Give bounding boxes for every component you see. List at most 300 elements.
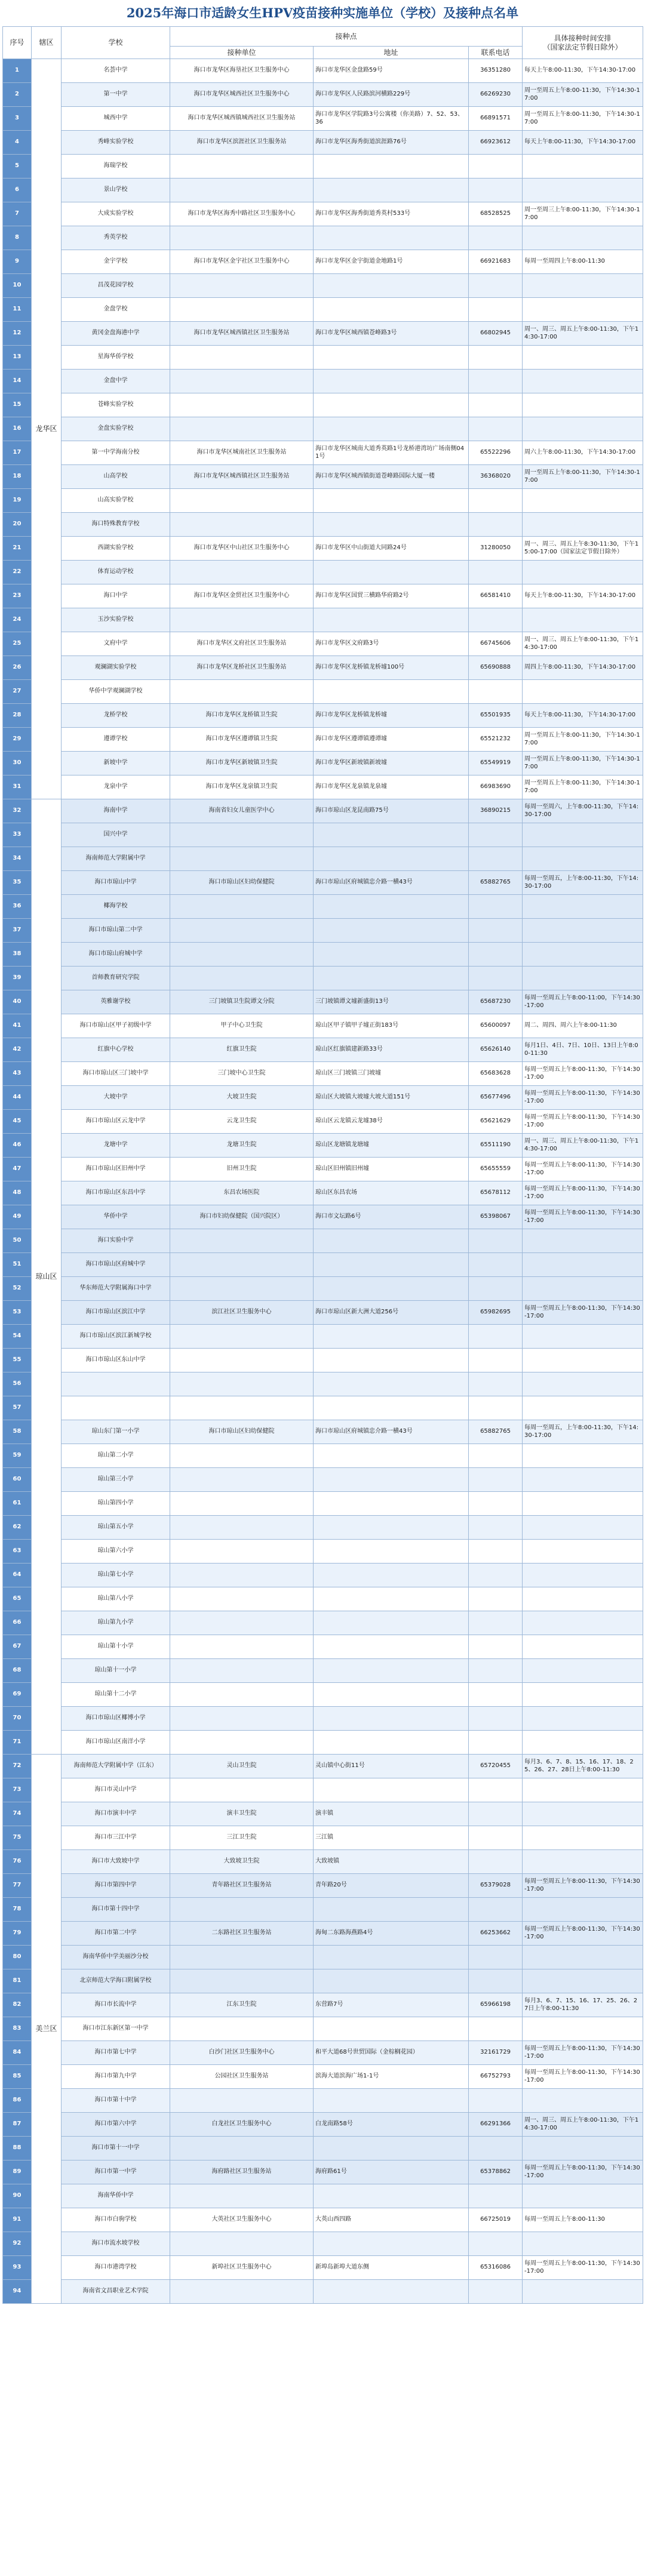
school-name: 山高实验学校 (62, 489, 170, 513)
site-name (170, 561, 314, 584)
site-name (170, 2017, 314, 2041)
site-name: 甲子中心卫生院 (170, 1014, 314, 1038)
site-time (523, 274, 643, 298)
school-name: 海口市演丰中学 (62, 1802, 170, 1826)
site-time (523, 1946, 643, 1969)
site-phone (469, 561, 523, 584)
header-time-line2: （国家法定节假日除外） (543, 42, 622, 51)
row-number: 26 (3, 656, 32, 680)
site-phone (469, 1253, 523, 1277)
school-name: 昌茂花园学校 (62, 274, 170, 298)
site-time: 每天上午8:00-11:30，下午14:30-17:00 (523, 584, 643, 608)
school-name: 海口市第六中学 (62, 2113, 170, 2137)
table-row (3, 895, 643, 919)
row-number: 70 (3, 1707, 32, 1731)
site-time: 每周一至周五上午8:00-11:30，下午14:30-17:00 (523, 2065, 643, 2089)
site-time (523, 1253, 643, 1277)
school-name: 星海华侨学校 (62, 346, 170, 370)
site-address: 琼山区甲子镇甲子墟正街183号 (314, 1014, 469, 1038)
site-address: 大致坡镇 (314, 1850, 469, 1874)
school-name: 海口市第一中学 (62, 2160, 170, 2184)
site-address (314, 1253, 469, 1277)
row-number: 65 (3, 1587, 32, 1611)
site-time (523, 226, 643, 250)
school-name: 金盘中学 (62, 370, 170, 393)
table-row (3, 2184, 643, 2208)
row-number: 81 (3, 1969, 32, 1993)
row-number: 67 (3, 1635, 32, 1659)
site-address: 三江镇 (314, 1826, 469, 1850)
site-phone: 65521232 (469, 728, 523, 752)
table-row (3, 1277, 643, 1301)
site-name: 海口市妇幼保健院（国兴院区） (170, 1205, 314, 1229)
site-address (314, 1635, 469, 1659)
school-name: 海口市第二中学 (62, 1922, 170, 1946)
row-number: 2 (3, 83, 32, 107)
site-address: 海口市龙华区龙桥镇龙桥墟 (314, 704, 469, 728)
site-time (523, 1898, 643, 1922)
site-phone (469, 1349, 523, 1372)
site-time (523, 1826, 643, 1850)
row-number: 55 (3, 1349, 32, 1372)
header-school: 学校 (62, 27, 170, 59)
table-row (3, 59, 643, 83)
site-time (523, 1492, 643, 1516)
table-row (3, 1038, 643, 1062)
row-number: 34 (3, 847, 32, 871)
row-number: 61 (3, 1492, 32, 1516)
table-row (3, 393, 643, 417)
site-name (170, 1540, 314, 1564)
row-number: 13 (3, 346, 32, 370)
site-phone: 66725019 (469, 2208, 523, 2232)
site-time: 周六上午8:00-11:30，下午14:30-17:00 (523, 441, 643, 465)
site-address (314, 1277, 469, 1301)
school-name: 苍峰实验学校 (62, 393, 170, 417)
site-address (314, 1587, 469, 1611)
site-phone (469, 1516, 523, 1540)
site-phone (469, 298, 523, 322)
site-time: 每周一至周五上午8:00-11:00，下午14:30-17:00 (523, 990, 643, 1014)
table-row (3, 1898, 643, 1922)
site-phone (469, 1707, 523, 1731)
school-name: 海口实验中学 (62, 1229, 170, 1253)
table-row (3, 1826, 643, 1850)
school-name: 琼山第十一小学 (62, 1659, 170, 1683)
site-time (523, 1731, 643, 1755)
site-address: 琼山区云龙镇云龙墟38号 (314, 1110, 469, 1134)
site-address (314, 1444, 469, 1468)
row-number: 59 (3, 1444, 32, 1468)
site-time: 周一至周五上午8:00-11:30，下午14:30-17:00 (523, 728, 643, 752)
site-name (170, 1325, 314, 1349)
school-name: 海口市长流中学 (62, 1993, 170, 2017)
site-address: 海口市龙华区遵谭镇遵谭墟 (314, 728, 469, 752)
site-phone (469, 919, 523, 943)
site-time (523, 1444, 643, 1468)
site-address: 新埠岛新埠大道东侧 (314, 2256, 469, 2280)
site-address (314, 561, 469, 584)
site-name (170, 226, 314, 250)
site-phone (469, 274, 523, 298)
row-number: 46 (3, 1134, 32, 1158)
site-time (523, 370, 643, 393)
school-name: 国兴中学 (62, 823, 170, 847)
site-phone (469, 1778, 523, 1802)
row-number: 91 (3, 2208, 32, 2232)
site-phone (469, 1802, 523, 1826)
site-address (314, 1229, 469, 1253)
site-time: 每周一至周五上午8:00-11:30，下午14:30-17:00 (523, 1086, 643, 1110)
school-name: 海口市琼山区甲子初级中学 (62, 1014, 170, 1038)
site-phone (469, 2280, 523, 2304)
school-name: 英雅谢学校 (62, 990, 170, 1014)
site-name (170, 608, 314, 632)
site-address (314, 1540, 469, 1564)
site-address: 海口市龙华区海秀街道秀英村533号 (314, 202, 469, 226)
table-row (3, 1993, 643, 2017)
site-name: 海口市龙华区金贸社区卫生服务中心 (170, 584, 314, 608)
row-number: 42 (3, 1038, 32, 1062)
site-name (170, 346, 314, 370)
row-number: 85 (3, 2065, 32, 2089)
site-address: 海甸二东路海燕路4号 (314, 1922, 469, 1946)
row-number: 89 (3, 2160, 32, 2184)
site-name: 海口市龙华区新坡镇卫生院 (170, 752, 314, 775)
site-phone (469, 346, 523, 370)
site-time (523, 895, 643, 919)
site-time: 每周一至周五上午8:00-11:30，下午14:30-17:00 (523, 1205, 643, 1229)
site-address: 海口市龙华区城西镇苍峰路3号 (314, 322, 469, 346)
table-row (3, 871, 643, 895)
site-address (314, 823, 469, 847)
site-address (314, 1707, 469, 1731)
school-name: 金盘实验学校 (62, 417, 170, 441)
site-phone (469, 1468, 523, 1492)
site-name: 海口市龙华区中山社区卫生服务中心 (170, 537, 314, 561)
table-row (3, 632, 643, 656)
school-name: 海瑞学校 (62, 155, 170, 178)
site-phone: 65882765 (469, 1420, 523, 1444)
site-time: 每周一至周五上午8:00-11:30 (523, 2208, 643, 2232)
site-time (523, 1540, 643, 1564)
school-name: 海口市港湾学校 (62, 2256, 170, 2280)
school-name: 海口市第十四中学 (62, 1898, 170, 1922)
site-phone (469, 895, 523, 919)
school-name: 首师教育研究学院 (62, 967, 170, 990)
site-phone: 68528525 (469, 202, 523, 226)
site-address (314, 417, 469, 441)
page-title: 2025年海口市适龄女生HPV疫苗接种实施单位（学校）及接种点名单 (126, 5, 519, 20)
row-number: 33 (3, 823, 32, 847)
row-number: 50 (3, 1229, 32, 1253)
site-name (170, 298, 314, 322)
header-no: 序号 (3, 27, 32, 59)
site-phone (469, 2232, 523, 2256)
school-name: 龙桥学校 (62, 704, 170, 728)
school-name: 海口市琼山区东昌中学 (62, 1181, 170, 1205)
school-name: 海口市琼山区南洋小学 (62, 1731, 170, 1755)
site-address (314, 1946, 469, 1969)
site-address: 海口市龙华区海秀街道滨涯路76号 (314, 131, 469, 155)
row-number: 6 (3, 178, 32, 202)
school-name: 海口市三江中学 (62, 1826, 170, 1850)
table-row (3, 298, 643, 322)
school-name: 海口市流水坡学校 (62, 2232, 170, 2256)
site-time: 每周一至周五上午8:00-11:30，下午14:30-17:00 (523, 1110, 643, 1134)
site-name (170, 1372, 314, 1396)
site-time: 每周一至周五上午8:00-11:30，下午14:30-17:00 (523, 1874, 643, 1898)
site-phone (469, 1492, 523, 1516)
row-number: 93 (3, 2256, 32, 2280)
site-time (523, 919, 643, 943)
table-row (3, 370, 643, 393)
site-time: 周一、周三、周五上午8:00-11:30，下午14:30-17:00 (523, 322, 643, 346)
row-number: 25 (3, 632, 32, 656)
row-number: 38 (3, 943, 32, 967)
table-row (3, 131, 643, 155)
site-phone: 36351280 (469, 59, 523, 83)
table-row (3, 107, 643, 131)
site-name: 红旗卫生院 (170, 1038, 314, 1062)
site-time (523, 1468, 643, 1492)
table-row (3, 1587, 643, 1611)
site-time: 每周一至周四上午8:00-11:30 (523, 250, 643, 274)
table-row (3, 2017, 643, 2041)
table-row (3, 1850, 643, 1874)
row-number: 10 (3, 274, 32, 298)
site-address: 青年路20号 (314, 1874, 469, 1898)
school-name: 观澜湖实验学校 (62, 656, 170, 680)
row-number: 4 (3, 131, 32, 155)
site-time (523, 346, 643, 370)
site-name: 海口市龙华区海秀中路社区卫生服务中心 (170, 202, 314, 226)
site-address: 海口市龙华区城南大道秀英路1号龙桥港湾坊广场南侧041号 (314, 441, 469, 465)
school-name: 秀峰实验学校 (62, 131, 170, 155)
site-time: 每周一至周五上午8:00-11:30，下午14:30-17:00 (523, 1062, 643, 1086)
site-address (314, 1969, 469, 1993)
site-phone: 66291366 (469, 2113, 523, 2137)
site-address: 海口市龙华区新坡镇新坡墟 (314, 752, 469, 775)
site-time (523, 1587, 643, 1611)
site-phone (469, 1587, 523, 1611)
site-address: 琼山区旧州镇旧州墟 (314, 1158, 469, 1181)
row-number: 73 (3, 1778, 32, 1802)
table-row (3, 322, 643, 346)
row-number: 74 (3, 1802, 32, 1826)
site-time: 周一至周五上午8:00-11:30，下午14:30-17:00 (523, 107, 643, 131)
site-time: 周一至周五上午8:00-11:30，下午14:30-17:00 (523, 775, 643, 799)
row-number: 94 (3, 2280, 32, 2304)
site-phone: 66253662 (469, 1922, 523, 1946)
site-time: 周一至周五上午8:00-11:30，下午14:30-17:00 (523, 465, 643, 489)
school-name: 海南省文昌职业艺术学院 (62, 2280, 170, 2304)
site-address (314, 1659, 469, 1683)
site-address: 海府路61号 (314, 2160, 469, 2184)
row-number: 63 (3, 1540, 32, 1564)
site-time: 每天上午8:00-11:30，下午14:30-17:00 (523, 704, 643, 728)
table-row (3, 513, 643, 537)
site-name: 海口市龙华区文府社区卫生服务站 (170, 632, 314, 656)
school-name: 景山学校 (62, 178, 170, 202)
site-phone: 65511190 (469, 1134, 523, 1158)
site-address: 东营路7号 (314, 1993, 469, 2017)
site-name (170, 1349, 314, 1372)
row-number: 27 (3, 680, 32, 704)
site-name: 灵山卫生院 (170, 1755, 314, 1778)
row-number: 5 (3, 155, 32, 178)
site-address (314, 2137, 469, 2160)
school-name: 琼山第五小学 (62, 1516, 170, 1540)
site-name: 海口市龙华区龙泉镇卫生院 (170, 775, 314, 799)
site-name (170, 393, 314, 417)
site-time (523, 393, 643, 417)
table-row (3, 728, 643, 752)
header-time (523, 27, 643, 59)
site-phone: 65690888 (469, 656, 523, 680)
school-name: 海口市琼山中学 (62, 871, 170, 895)
table-row (3, 2089, 643, 2113)
site-name (170, 2280, 314, 2304)
site-phone (469, 2184, 523, 2208)
site-address (314, 895, 469, 919)
site-time: 周二、周四、周六上午8:00-11:30 (523, 1014, 643, 1038)
table-row (3, 990, 643, 1014)
table-row (3, 1468, 643, 1492)
site-phone: 65549919 (469, 752, 523, 775)
site-phone: 66269230 (469, 83, 523, 107)
site-name: 白龙社区卫生服务中心 (170, 2113, 314, 2137)
site-name (170, 1898, 314, 1922)
row-number: 72 (3, 1755, 32, 1778)
site-name: 海口市龙华区遵谭镇卫生院 (170, 728, 314, 752)
school-name: 华侨中学观澜湖学校 (62, 680, 170, 704)
site-name: 海府路社区卫生服务站 (170, 2160, 314, 2184)
table-row (3, 775, 643, 799)
site-address: 海口市龙华区人民路滨河横路229号 (314, 83, 469, 107)
site-address: 琼山区红旗镇建新路33号 (314, 1038, 469, 1062)
school-name: 海口市琼山区三门坡中学 (62, 1062, 170, 1086)
site-address: 海口市琼山区府城镇忠介路一横43号 (314, 1420, 469, 1444)
site-phone (469, 417, 523, 441)
site-name (170, 1468, 314, 1492)
table-row (3, 1707, 643, 1731)
site-time (523, 1683, 643, 1707)
site-phone (469, 1683, 523, 1707)
school-name: 金宇学校 (62, 250, 170, 274)
site-phone (469, 967, 523, 990)
table-row (3, 2113, 643, 2137)
site-name: 海口市龙华区城西镇城西社区卫生服务站 (170, 107, 314, 131)
row-number: 32 (3, 799, 32, 823)
table-row (3, 2208, 643, 2232)
school-name: 第一中学海南分校 (62, 441, 170, 465)
site-name: 滨江社区卫生服务中心 (170, 1301, 314, 1325)
site-phone (469, 226, 523, 250)
site-name (170, 2137, 314, 2160)
site-time (523, 298, 643, 322)
site-address: 海口市文坛路6号 (314, 1205, 469, 1229)
site-time: 周一、周三、周五上午8:00-11:30，下午14:30-17:00 (523, 1134, 643, 1158)
site-time (523, 1229, 643, 1253)
site-time (523, 2137, 643, 2160)
site-name: 海口市龙华区城西镇社区卫生服务站 (170, 465, 314, 489)
site-phone (469, 680, 523, 704)
site-name: 演丰卫生院 (170, 1802, 314, 1826)
row-number: 60 (3, 1468, 32, 1492)
school-name: 琼山第十小学 (62, 1635, 170, 1659)
site-time: 每周一至周五上午8:00-11:30，下午14:30-17:00 (523, 2160, 643, 2184)
row-number: 31 (3, 775, 32, 799)
table-row (3, 2041, 643, 2065)
site-time (523, 943, 643, 967)
site-address: 琼山区东昌农场 (314, 1181, 469, 1205)
site-address: 滨海大道滨海广场1-1号 (314, 2065, 469, 2089)
table-row (3, 537, 643, 561)
site-phone (469, 1444, 523, 1468)
row-number: 40 (3, 990, 32, 1014)
header-site: 接种单位 (170, 47, 314, 59)
row-number: 29 (3, 728, 32, 752)
site-address (314, 943, 469, 967)
row-number: 48 (3, 1181, 32, 1205)
site-name (170, 1969, 314, 1993)
row-number: 76 (3, 1850, 32, 1874)
table-row (3, 1659, 643, 1683)
school-name: 海口市琼山区滨江新城学校 (62, 1325, 170, 1349)
site-phone: 65316086 (469, 2256, 523, 2280)
row-number: 3 (3, 107, 32, 131)
site-phone: 66921683 (469, 250, 523, 274)
site-address: 琼山区大坡镇大坡墟大坡大道151号 (314, 1086, 469, 1110)
table-row (3, 1946, 643, 1969)
table-row (3, 1014, 643, 1038)
site-address: 海口市龙华区中山街道大同路24号 (314, 537, 469, 561)
site-time (523, 561, 643, 584)
table-row (3, 2280, 643, 2304)
site-name: 海口市龙华区城南社区卫生服务站 (170, 441, 314, 465)
table-row (3, 1874, 643, 1898)
site-phone: 65600097 (469, 1014, 523, 1038)
site-time (523, 2017, 643, 2041)
site-address (314, 1396, 469, 1420)
school-name: 大坡中学 (62, 1086, 170, 1110)
school-name: 体育运动学校 (62, 561, 170, 584)
site-name (170, 178, 314, 202)
row-number: 87 (3, 2113, 32, 2137)
row-number: 82 (3, 1993, 32, 2017)
site-phone (469, 1659, 523, 1683)
site-name: 海口市琼山区妇幼保健院 (170, 1420, 314, 1444)
site-name (170, 919, 314, 943)
site-address (314, 226, 469, 250)
table-row (3, 1229, 643, 1253)
row-number: 30 (3, 752, 32, 775)
school-name: 海口市第九中学 (62, 2065, 170, 2089)
site-name (170, 943, 314, 967)
table-row (3, 704, 643, 728)
row-number: 20 (3, 513, 32, 537)
site-phone: 66581410 (469, 584, 523, 608)
site-address: 海口市龙华区城西镇街道苍峰路国际大厦一楼 (314, 465, 469, 489)
school-name: 名荟中学 (62, 59, 170, 83)
table-body (3, 59, 643, 2304)
site-time: 每月3、6、7、8、15、16、17、18、25、26、27、28日上午8:00-11:30 (523, 1755, 643, 1778)
site-phone: 31280050 (469, 537, 523, 561)
row-number: 8 (3, 226, 32, 250)
table-row (3, 1516, 643, 1540)
site-name (170, 155, 314, 178)
